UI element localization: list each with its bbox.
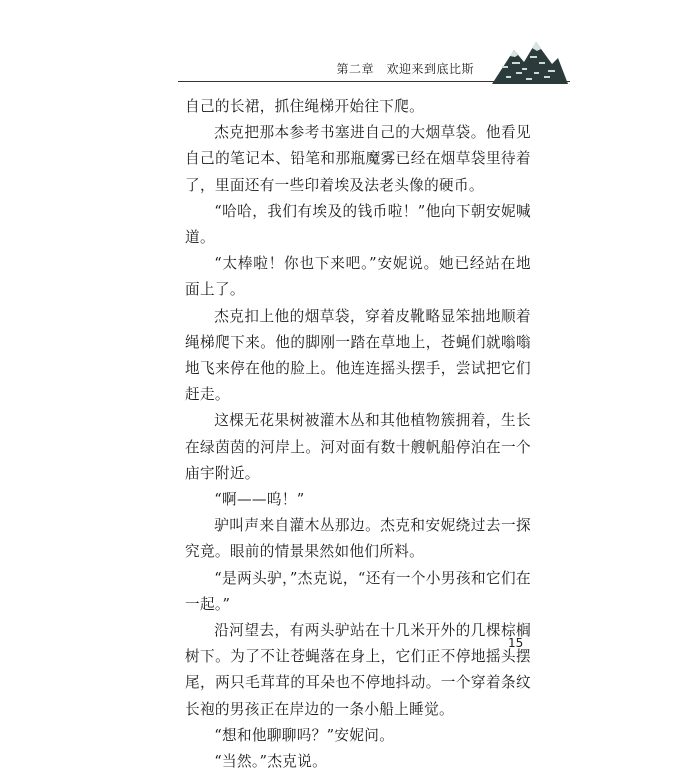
body-text xyxy=(185,94,531,775)
paragraph: “是两头驴，”杰克说，“还有一个小男孩和它们在一起。” xyxy=(185,569,531,613)
paragraph: “太棒啦！你也下来吧。”安妮说。她已经站在地面上了。 xyxy=(185,255,531,299)
paragraph: “哈哈，我们有埃及的钱币啦！”他向下朝安妮喊道。 xyxy=(185,202,531,247)
paragraph: 这棵无花果树被灌木丛和其他植物簇拥着，生长在绿茵茵的河岸上。河对面有数十艘帆船停泊在一个庙宇附近。 xyxy=(185,412,531,482)
paragraph: “当然。”杰克说。 xyxy=(214,753,328,771)
paragraph: 沿河望去，有两头驴站在十几米开外的几棵棕榈树下。为了不让苍蝇落在身上，它们正不停地摇头摆尾，两只毛茸茸的耳朵也不停地抖动。一个穿着条纹长袍的男孩正在岸边的一条小船上睡觉。 xyxy=(185,622,531,718)
chapter-title: 第二章 欢迎来到底比斯 xyxy=(336,62,474,76)
running-header xyxy=(150,44,570,84)
paragraph: 自己的长裙，抓住绳梯开始往下爬。 xyxy=(185,98,425,115)
paragraph: “啊——呜！” xyxy=(214,491,305,509)
paragraph: “想和他聊聊吗？”安妮问。 xyxy=(214,726,395,744)
page-number: 15 xyxy=(508,636,524,650)
mountain-icon xyxy=(492,42,568,84)
paragraph: 杰克扣上他的烟草袋，穿着皮靴略显笨拙地顺着绳梯爬下来。他的脚刚一踏在草地上，苍蝇们就嗡嗡地飞来停在他的脸上。他连连摇头摆手，尝试把它们赶走。 xyxy=(185,307,531,404)
paragraph: 驴叫声来自灌木丛那边。杰克和安妮绕过去一探究竟。眼前的情景果然如他们所料。 xyxy=(185,517,531,561)
paragraph: 杰克把那本参考书塞进自己的大烟草袋。他看见自己的笔记本、铅笔和那瓶魔雾已经在烟草袋里待着了，里面还有一些印着埃及法老头像的硬币。 xyxy=(185,124,531,194)
